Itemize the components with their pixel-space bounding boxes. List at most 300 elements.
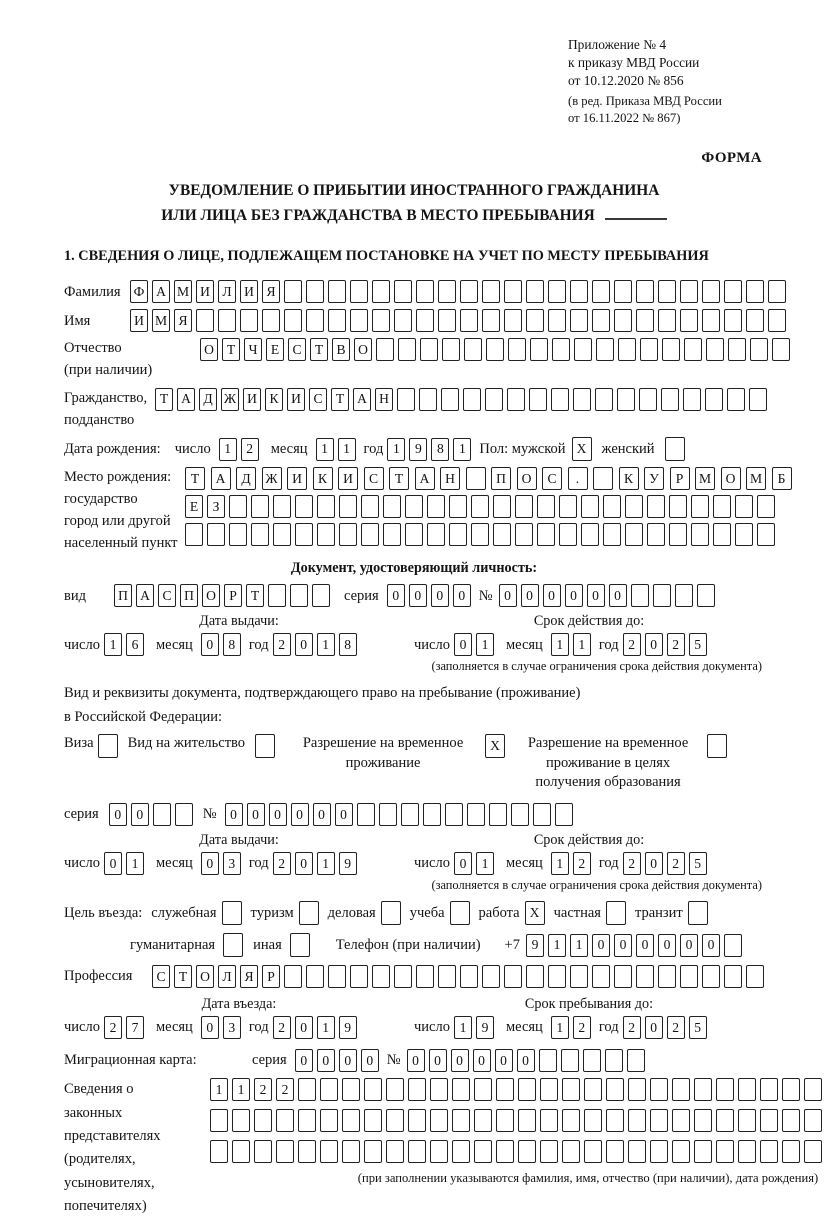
- purpose-business-label: деловая: [327, 904, 376, 921]
- char-cell: А: [415, 467, 435, 490]
- month-label: месяц: [270, 441, 308, 458]
- temp-residence-edu-label: Разрешение на временное проживание в целях получения образования: [527, 735, 689, 791]
- day-label: число: [414, 855, 450, 872]
- char-cell: К: [313, 467, 333, 490]
- char-cell: [537, 495, 555, 518]
- permit-issue-month-cells: [201, 852, 245, 875]
- char-cell: [746, 280, 764, 303]
- char-cell: [452, 1109, 470, 1132]
- birth-year-cells: [387, 438, 475, 461]
- char-cell: 9: [339, 852, 357, 875]
- representatives-cells-row2: [210, 1109, 826, 1132]
- char-cell: [606, 1140, 624, 1163]
- char-cell: [508, 338, 526, 361]
- char-cell: [691, 495, 709, 518]
- char-cell: [427, 523, 445, 546]
- char-cell: [471, 495, 489, 518]
- char-cell: О: [721, 467, 741, 490]
- char-cell: 0: [295, 1049, 313, 1072]
- char-cell: [561, 1049, 579, 1072]
- char-cell: 1: [219, 438, 237, 461]
- char-cell: 5: [689, 633, 707, 656]
- char-cell: 0: [361, 1049, 379, 1072]
- birth-day-cells: [219, 438, 263, 461]
- annex-edit-reference: [568, 93, 764, 126]
- char-cell: 1: [210, 1078, 228, 1101]
- surname-row: [64, 280, 764, 303]
- purpose-study-checkbox: [450, 901, 470, 925]
- birthplace-label-line1: Место рождения:: [64, 469, 172, 486]
- annex-line: к приказу МВД России: [568, 54, 700, 70]
- citizenship-label-line2: подданство: [64, 411, 135, 428]
- birthplace-label: [64, 467, 185, 554]
- char-cell: [738, 1140, 756, 1163]
- entry-dates-captions: [64, 996, 764, 1013]
- residence-doc-paragraph: [64, 682, 764, 730]
- char-cell: [750, 338, 768, 361]
- char-cell: А: [152, 280, 170, 303]
- char-cell: 8: [431, 438, 449, 461]
- char-cell: С: [542, 467, 562, 490]
- char-cell: [555, 803, 573, 826]
- char-cell: [653, 584, 671, 607]
- char-cell: [328, 309, 346, 332]
- char-cell: [290, 584, 308, 607]
- char-cell: [430, 1140, 448, 1163]
- char-cell: [760, 1078, 778, 1101]
- char-cell: [386, 1140, 404, 1163]
- char-cell: [386, 1109, 404, 1132]
- char-cell: [573, 388, 591, 411]
- permit-valid-fields: [414, 852, 764, 875]
- char-cell: 2: [241, 438, 259, 461]
- char-cell: 1: [551, 852, 569, 875]
- char-cell: [694, 1140, 712, 1163]
- char-cell: [222, 901, 242, 925]
- phone-cells: [526, 934, 746, 957]
- char-cell: 1: [551, 1016, 569, 1039]
- char-cell: И: [240, 280, 258, 303]
- char-cell: 1: [316, 438, 334, 461]
- char-cell: [592, 280, 610, 303]
- char-cell: [386, 1078, 404, 1101]
- char-cell: [496, 1078, 514, 1101]
- char-cell: [559, 495, 577, 518]
- stay-day-cells: [454, 1016, 498, 1039]
- char-cell: 0: [247, 803, 265, 826]
- char-cell: [702, 280, 720, 303]
- char-cell: [782, 1078, 800, 1101]
- char-cell: [423, 803, 441, 826]
- char-cell: 0: [387, 584, 405, 607]
- char-cell: [463, 388, 481, 411]
- char-cell: [757, 523, 775, 546]
- char-cell: 0: [317, 1049, 335, 1072]
- purpose-humanitarian-checkbox: [223, 933, 243, 957]
- representatives-cells-row3: [210, 1140, 826, 1163]
- entry-purpose-label: Цель въезда:: [64, 904, 143, 921]
- year-label: год: [248, 636, 269, 653]
- char-cell: [650, 1078, 668, 1101]
- doc-dates-captions: [64, 613, 764, 630]
- char-cell: [518, 1109, 536, 1132]
- birthplace-cells-row1: [185, 467, 797, 490]
- char-cell: 1: [476, 633, 494, 656]
- given-name-row: [64, 309, 764, 332]
- char-cell: [507, 388, 525, 411]
- surname-cells: [130, 280, 790, 303]
- char-cell: [683, 388, 701, 411]
- permit-issue-day-cells: [104, 852, 148, 875]
- annex-line: Приложение № 4: [568, 37, 667, 52]
- char-cell: [746, 309, 764, 332]
- char-cell: 1: [476, 852, 494, 875]
- char-cell: [328, 280, 346, 303]
- birthplace-label-line2: государство: [64, 491, 138, 508]
- char-cell: [539, 1049, 557, 1072]
- char-cell: 9: [339, 1016, 357, 1039]
- doc-valid-day-cells: [454, 633, 498, 656]
- permit-number-label: №: [202, 806, 217, 823]
- char-cell: Ч: [244, 338, 262, 361]
- char-cell: [381, 901, 401, 925]
- char-cell: Л: [218, 280, 236, 303]
- birth-date-row: [64, 437, 764, 461]
- char-cell: [320, 1109, 338, 1132]
- char-cell: 1: [338, 438, 356, 461]
- char-cell: [593, 467, 613, 490]
- char-cell: [574, 338, 592, 361]
- char-cell: [515, 523, 533, 546]
- char-cell: [251, 495, 269, 518]
- char-cell: П: [180, 584, 198, 607]
- purpose-other-checkbox: [290, 933, 310, 957]
- year-label: год: [363, 441, 384, 458]
- char-cell: 0: [454, 852, 472, 875]
- char-cell: [379, 803, 397, 826]
- char-cell: [361, 523, 379, 546]
- title-line2-text: ИЛИ ЛИЦА БЕЗ ГРАЖДАНСТВА В МЕСТО ПРЕБЫВАНИЯ: [161, 206, 595, 224]
- char-cell: [398, 338, 416, 361]
- char-cell: [697, 584, 715, 607]
- char-cell: [526, 965, 544, 988]
- char-cell: Н: [375, 388, 393, 411]
- char-cell: 1: [317, 633, 335, 656]
- year-label: год: [248, 1019, 269, 1036]
- char-cell: [628, 1140, 646, 1163]
- char-cell: [738, 1078, 756, 1101]
- char-cell: 0: [645, 633, 663, 656]
- char-cell: [471, 523, 489, 546]
- representatives-row: [64, 1078, 819, 1219]
- char-cell: [628, 1078, 646, 1101]
- purpose-private-checkbox: [606, 901, 626, 925]
- char-cell: [804, 1140, 822, 1163]
- char-cell: [518, 1140, 536, 1163]
- char-cell: [466, 467, 486, 490]
- char-cell: Т: [222, 338, 240, 361]
- char-cell: [559, 523, 577, 546]
- char-cell: 0: [313, 803, 331, 826]
- purpose-study-label: учеба: [409, 904, 445, 921]
- day-label: число: [174, 441, 211, 458]
- char-cell: [603, 523, 621, 546]
- char-cell: [627, 1049, 645, 1072]
- char-cell: [672, 1078, 690, 1101]
- char-cell: 9: [476, 1016, 494, 1039]
- char-cell: [504, 965, 522, 988]
- char-cell: 2: [623, 1016, 641, 1039]
- char-cell: 0: [409, 584, 427, 607]
- char-cell: 8: [339, 633, 357, 656]
- char-cell: [631, 584, 649, 607]
- profession-cells: [152, 965, 768, 988]
- char-cell: [372, 309, 390, 332]
- char-cell: 0: [269, 803, 287, 826]
- char-cell: [515, 495, 533, 518]
- doc-dates-block: [64, 613, 764, 674]
- citizenship-row: [64, 388, 764, 432]
- char-cell: [636, 280, 654, 303]
- month-label: месяц: [505, 855, 543, 872]
- purpose-tourism-label: туризм: [250, 904, 294, 921]
- char-cell: [98, 734, 118, 758]
- char-cell: [442, 338, 460, 361]
- migration-card-row: [64, 1049, 764, 1072]
- char-cell: [665, 437, 685, 461]
- char-cell: [317, 523, 335, 546]
- char-cell: [430, 1078, 448, 1101]
- section1-heading: 1. СВЕДЕНИЯ О ЛИЦЕ, ПОДЛЕЖАЩЕМ ПОСТАНОВКЕ НА УЧЕТ ПО МЕСТУ ПРЕБЫВАНИЯ: [64, 248, 709, 265]
- char-cell: [735, 523, 753, 546]
- char-cell: [450, 901, 470, 925]
- char-cell: 2: [667, 1016, 685, 1039]
- entry-month-cells: [201, 1016, 245, 1039]
- char-cell: Ж: [221, 388, 239, 411]
- char-cell: 0: [680, 934, 698, 957]
- temp-residence-edu-checkbox: [707, 734, 727, 758]
- char-cell: 1: [317, 1016, 335, 1039]
- char-cell: Т: [310, 338, 328, 361]
- char-cell: [251, 523, 269, 546]
- month-label: месяц: [155, 636, 193, 653]
- char-cell: С: [158, 584, 176, 607]
- char-cell: [350, 280, 368, 303]
- char-cell: [460, 280, 478, 303]
- char-cell: [760, 1140, 778, 1163]
- char-cell: Р: [670, 467, 690, 490]
- char-cell: [474, 1140, 492, 1163]
- char-cell: [669, 495, 687, 518]
- stay-year-cells: [623, 1016, 711, 1039]
- char-cell: [529, 388, 547, 411]
- char-cell: Т: [246, 584, 264, 607]
- char-cell: [540, 1109, 558, 1132]
- char-cell: [419, 388, 437, 411]
- residence-doc-line1: Вид и реквизиты документа, подтверждающего право на пребывание (проживание): [64, 685, 581, 702]
- doc-series-label: серия: [344, 587, 379, 604]
- char-cell: С: [364, 467, 384, 490]
- char-cell: [312, 584, 330, 607]
- char-cell: [724, 934, 742, 957]
- char-cell: [680, 965, 698, 988]
- char-cell: [376, 338, 394, 361]
- given-name-cells: [130, 309, 790, 332]
- char-cell: [298, 1109, 316, 1132]
- residence-permit-checkbox: [255, 734, 275, 758]
- char-cell: [691, 523, 709, 546]
- char-cell: 0: [521, 584, 539, 607]
- char-cell: [584, 1140, 602, 1163]
- char-cell: [680, 280, 698, 303]
- char-cell: [361, 495, 379, 518]
- char-cell: [650, 1140, 668, 1163]
- char-cell: X: [572, 437, 592, 461]
- char-cell: 8: [223, 633, 241, 656]
- sex-male-checkbox: [572, 437, 592, 461]
- char-cell: 0: [291, 803, 309, 826]
- char-cell: У: [644, 467, 664, 490]
- entry-dates-block: [64, 996, 764, 1039]
- phone-label: Телефон (при наличии): [335, 936, 481, 953]
- month-label: месяц: [155, 855, 193, 872]
- char-cell: Л: [218, 965, 236, 988]
- char-cell: 0: [592, 934, 610, 957]
- day-label: число: [414, 1019, 450, 1036]
- char-cell: Я: [262, 280, 280, 303]
- char-cell: [486, 338, 504, 361]
- char-cell: Н: [440, 467, 460, 490]
- permit-valid-note: (заполняется в случае ограничения срока действия документа): [431, 878, 762, 893]
- representatives-label: [64, 1078, 210, 1219]
- char-cell: 0: [473, 1049, 491, 1072]
- char-cell: Т: [185, 467, 205, 490]
- char-cell: [276, 1140, 294, 1163]
- annex-edit-line: от 16.11.2022 № 867): [568, 110, 681, 125]
- char-cell: К: [265, 388, 283, 411]
- patronymic-cells: [200, 338, 794, 361]
- char-cell: 0: [645, 852, 663, 875]
- phone-prefix: +7: [504, 936, 520, 953]
- char-cell: 2: [623, 852, 641, 875]
- title-line2: [64, 204, 764, 229]
- char-cell: 2: [273, 1016, 291, 1039]
- char-cell: [493, 495, 511, 518]
- representatives-cells-block: [210, 1078, 826, 1186]
- char-cell: [595, 388, 613, 411]
- char-cell: [661, 388, 679, 411]
- day-label: число: [64, 1019, 100, 1036]
- char-cell: [438, 965, 456, 988]
- identity-doc-row: [64, 584, 764, 607]
- purpose-business-checkbox: [381, 901, 401, 925]
- purpose-other-label: иная: [253, 936, 282, 953]
- char-cell: [273, 523, 291, 546]
- title-line1: УВЕДОМЛЕНИЕ О ПРИБЫТИИ ИНОСТРАННОГО ГРАЖДАНИНА: [168, 182, 660, 200]
- char-cell: [474, 1078, 492, 1101]
- char-cell: 1: [317, 852, 335, 875]
- char-cell: [342, 1078, 360, 1101]
- char-cell: [680, 309, 698, 332]
- char-cell: [254, 1140, 272, 1163]
- char-cell: [728, 338, 746, 361]
- migcard-series-cells: [295, 1049, 383, 1072]
- char-cell: Д: [199, 388, 217, 411]
- migcard-number-cells: [407, 1049, 649, 1072]
- char-cell: [383, 495, 401, 518]
- char-cell: К: [619, 467, 639, 490]
- char-cell: [570, 280, 588, 303]
- doc-valid-month-cells: [551, 633, 595, 656]
- char-cell: [232, 1109, 250, 1132]
- char-cell: [408, 1140, 426, 1163]
- char-cell: [254, 1109, 272, 1132]
- char-cell: [284, 965, 302, 988]
- char-cell: [551, 388, 569, 411]
- char-cell: [672, 1109, 690, 1132]
- purpose-official-label: служебная: [151, 904, 217, 921]
- char-cell: [295, 495, 313, 518]
- char-cell: [445, 803, 463, 826]
- char-cell: [262, 309, 280, 332]
- day-label: число: [64, 855, 100, 872]
- char-cell: [618, 338, 636, 361]
- char-cell: Я: [240, 965, 258, 988]
- char-cell: Е: [266, 338, 284, 361]
- char-cell: 1: [104, 633, 122, 656]
- doc-type-label: вид: [64, 587, 86, 604]
- month-label: месяц: [505, 1019, 543, 1036]
- char-cell: [438, 280, 456, 303]
- char-cell: Я: [174, 309, 192, 332]
- permit-valid-caption: Срок действия до:: [533, 832, 645, 849]
- char-cell: [229, 495, 247, 518]
- char-cell: [504, 280, 522, 303]
- char-cell: Т: [389, 467, 409, 490]
- permit-series-label: серия: [64, 806, 99, 823]
- representatives-note: (при заполнении указываются фамилия, имя, отчество (при наличии), дата рождения): [357, 1171, 819, 1186]
- char-cell: [405, 523, 423, 546]
- year-label: год: [598, 636, 619, 653]
- char-cell: [702, 965, 720, 988]
- char-cell: [438, 309, 456, 332]
- char-cell: [603, 495, 621, 518]
- entry-date-caption: Дата въезда:: [201, 996, 277, 1013]
- char-cell: [675, 584, 693, 607]
- char-cell: [240, 309, 258, 332]
- char-cell: 2: [623, 633, 641, 656]
- char-cell: 1: [551, 633, 569, 656]
- char-cell: В: [332, 338, 350, 361]
- char-cell: [306, 280, 324, 303]
- char-cell: [552, 338, 570, 361]
- birthplace-cells-block: [185, 467, 797, 551]
- char-cell: 0: [295, 852, 313, 875]
- char-cell: [537, 523, 555, 546]
- char-cell: О: [200, 338, 218, 361]
- char-cell: [420, 338, 438, 361]
- char-cell: 3: [223, 1016, 241, 1039]
- birthplace-label-line3: город или другой: [64, 512, 171, 529]
- char-cell: [606, 901, 626, 925]
- residence-doc-line2: в Российской Федерации:: [64, 709, 223, 726]
- char-cell: [196, 309, 214, 332]
- doc-valid-caption: Срок действия до:: [533, 613, 645, 630]
- char-cell: [482, 965, 500, 988]
- char-cell: [328, 965, 346, 988]
- char-cell: [372, 280, 390, 303]
- char-cell: [617, 388, 635, 411]
